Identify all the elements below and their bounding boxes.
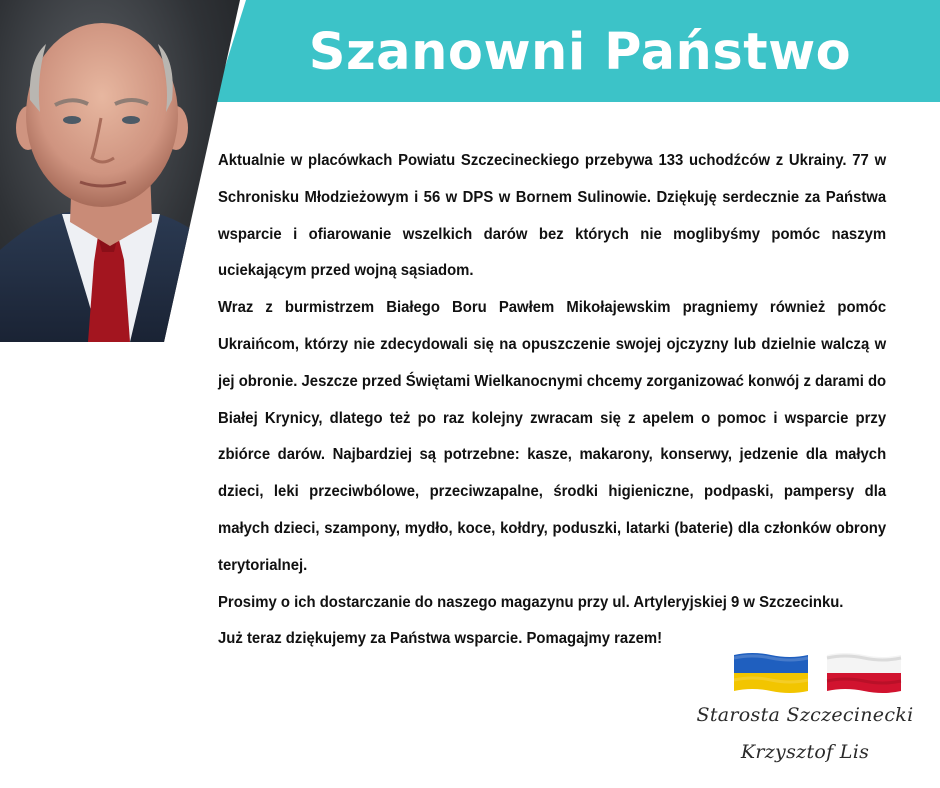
- paragraph-convoy: Wraz z burmistrzem Białego Boru Pawłem Mikołajewskim pragniemy również pomóc Ukraińcom, którzy nie zdecydowali się na opuszczenie swojej ojczyzny lub dzielnie walczą w jej obronie. Jeszcze przed Świętami Wielkanocnymi chcemy zorganizować konwój z darami do Białej Krynicy, dlatego też po raz kolejny zwracam się z apelem o pomoc i wsparcie przy zbiórce darów. Najbardziej są potrzebne: kasze, makarony, konserwy, jedzenie dla małych dzieci, leki przeciwbólowe, przeciwzapalne, środki higieniczne, podpaski, pampersy dla małych dzieci, szampony, mydło, koce, kołdry, poduszki, latarki (baterie) dla członków obrony terytorialnej.: [218, 299, 887, 574]
- paragraph-refugees: Aktualnie w placówkach Powiatu Szczecineckiego przebywa 133 uchodźców z Ukrainy. 77 w Schronisku Młodzieżowym i 56 w DPS w Bornem Sulinowie. Dziękuję serdecznie za Państwa wsparcie i ofiarowanie wszelkich darów bez których nie moglibyśmy pomóc naszym uciekającym przed wojną sąsiadom.: [218, 152, 887, 280]
- page-title: Szanowni Państwo: [308, 23, 852, 82]
- ukraine-flag-icon: [732, 650, 810, 696]
- signature-role: Starosta Szczecinecki: [696, 704, 914, 726]
- appeal-text: [218, 143, 886, 658]
- portrait-illustration: [0, 0, 240, 342]
- paragraph-thanks: Już teraz dziękujemy za Państwa wsparcie. Pomagajmy razem!: [218, 630, 663, 648]
- signature-name: Krzysztof Lis: [740, 741, 870, 763]
- portrait-photo: [0, 0, 240, 342]
- paragraph-delivery: Prosimy o ich dostarczanie do naszego magazynu przy ul. Artyleryjskiej 9 w Szczecinku.: [218, 593, 844, 611]
- poland-flag-icon: [825, 650, 903, 696]
